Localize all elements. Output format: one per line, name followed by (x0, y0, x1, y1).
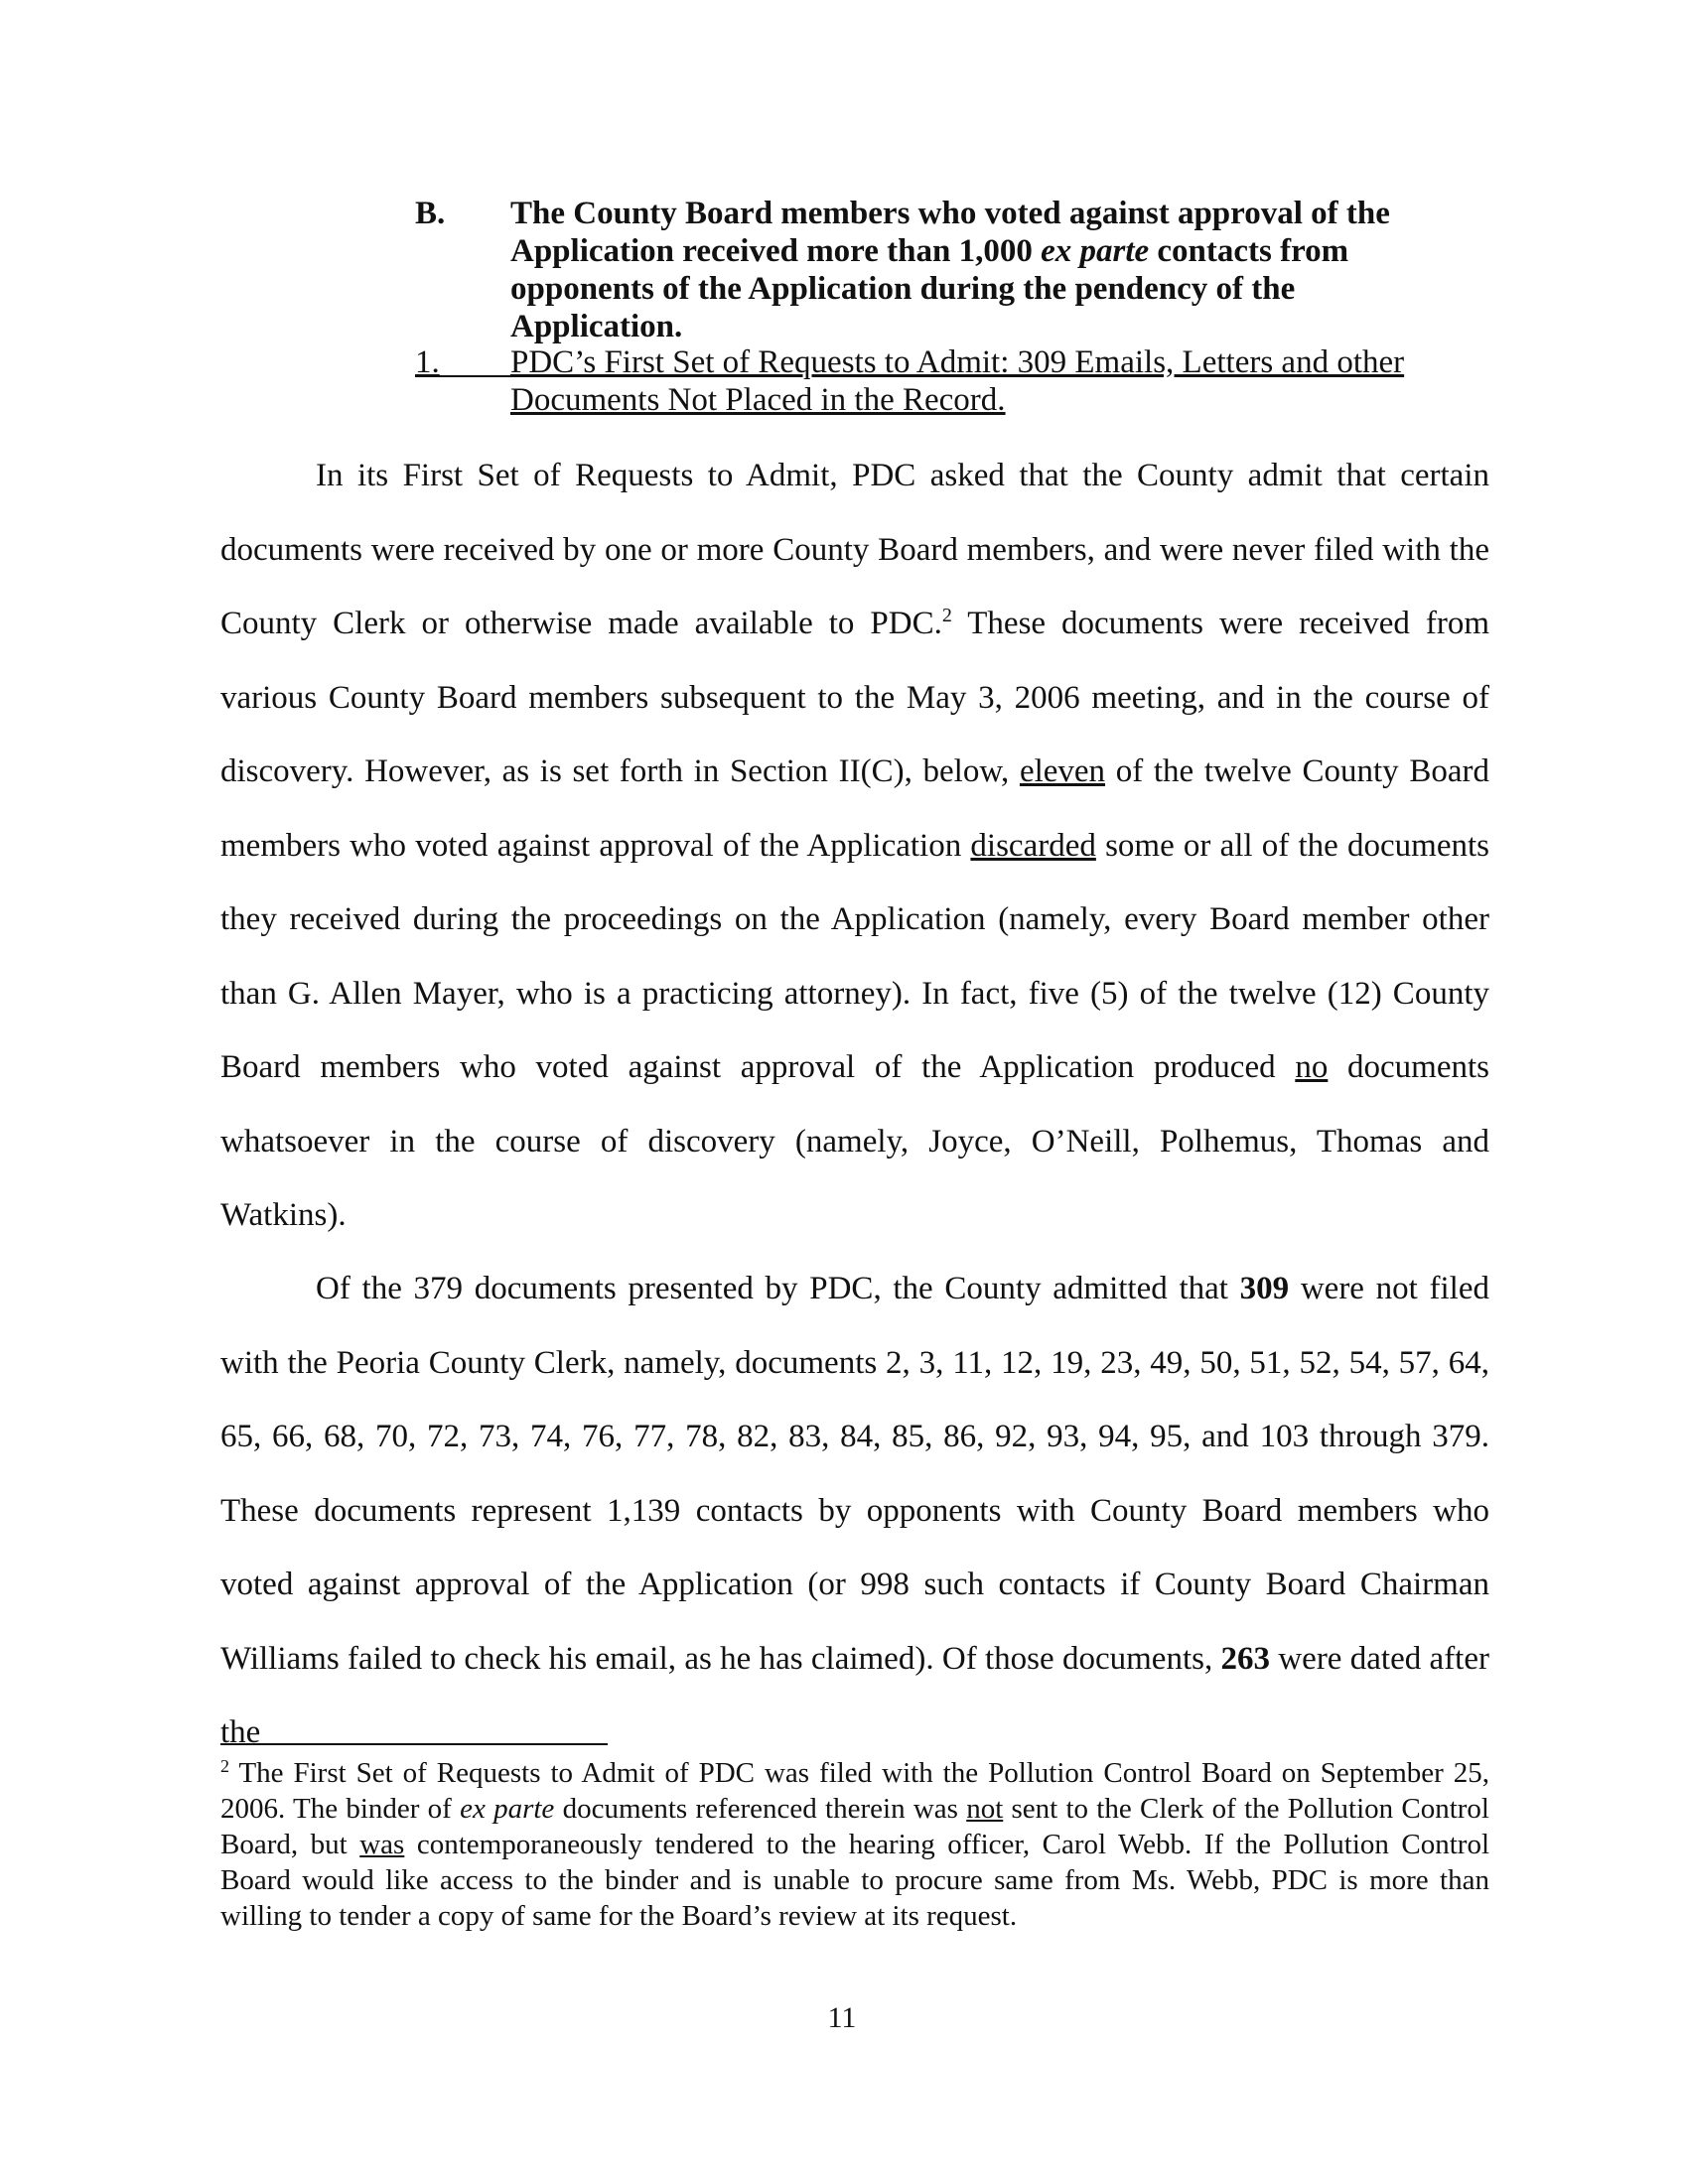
bold-number: 309 (1239, 1271, 1290, 1306)
paragraph-text: were dated after the (220, 1640, 1489, 1750)
footnote-reference: 2 (941, 605, 952, 626)
paragraph-text: In its First Set of Requests to Admit, PDC asked that the County admit that certain documents were received by one or more County Board members, and were never filed with the County Clerk or otherwise made available to PDC. (220, 458, 1489, 641)
paragraph-text: of the twelve County Board members who voted against approval of the Application (220, 753, 1489, 864)
paragraph-text: These documents were received from various County Board members subsequent to the May 3, 2006 meeting, and in the course of discovery. However, as is set forth in Section II(C), below, (220, 606, 1489, 789)
footnote-text: documents referenced therein was (554, 1793, 967, 1825)
body-paragraph (220, 1252, 1489, 1770)
underlined-word: eleven (1019, 753, 1106, 789)
paragraph-text: documents whatsoever in the course of discovery (namely, Joyce, O’Neill, Polhemus, Thomas and Watkins). (220, 1049, 1489, 1233)
footnote-marker: 2 (220, 1756, 229, 1776)
subsection-number: 1. (415, 343, 510, 381)
section-title (510, 195, 1464, 345)
section-title-italic: ex parte (1041, 233, 1150, 269)
underlined-word: discarded (970, 827, 1096, 864)
footnote-text: The First Set of Requests to Admit of PDC was filed with the Pollution Control Board on September 25, 2006. The binder of (220, 1757, 1489, 1825)
section-letter: B. (415, 196, 446, 231)
section-title-part: The County Board members who voted against approval of the Application received more than 1,000 (510, 196, 1390, 269)
underlined-word: not (966, 1793, 1004, 1825)
footnote-italic: ex parte (460, 1793, 555, 1825)
footnote (220, 1755, 1489, 1934)
paragraph-text: some or all of the documents they received during the proceedings on the Application (namely, every Board member other than G. Allen Mayer, who is a practicing attorney). In fact, five (5) of the twelve (12) County Board members who voted against approval of the Application produced (220, 827, 1489, 1085)
bold-number: 263 (1220, 1640, 1271, 1677)
subsection-title: PDC’s First Set of Requests to Admit: 309 Emails, Letters and other Documents Not Placed in the Record. (510, 344, 1405, 418)
section-title-part: contacts from opponents of the Application during the pendency of the Application. (510, 233, 1349, 344)
underlined-word: no (1295, 1049, 1329, 1085)
underlined-word: was (359, 1829, 405, 1860)
paragraph-text: Of the 379 documents presented by PDC, the County admitted that (316, 1271, 1240, 1306)
footnote-divider (220, 1743, 608, 1745)
paragraph-text: were not filed with the Peoria County Clerk, namely, documents 2, 3, 11, 12, 19, 23, 49, 50, 51, 52, 54, 57, 64, 65, 66, 68, 70, 72, 73, 74, 76, 77, 78, 82, 83, 84, 85, 86, 92, 93, 94, 95, and 103 through 379. These documents represent 1,139 contacts by opponents with County Board members who voted against approval of the Application (or 998 such contacts if County Board Chairman Williams failed to check his email, as he has claimed). Of those documents, (220, 1271, 1489, 1677)
page-number: 11 (827, 2001, 857, 2034)
footnote-text: contemporaneously tendered to the hearing officer, Carol Webb. If the Pollution Control Board would like access to the binder and is unable to procure same from Ms. Webb, PDC is more than willing to tender a copy of same for the Board’s review at its request. (220, 1829, 1490, 1932)
body-paragraph (220, 439, 1489, 1253)
footnote-text: sent to the Clerk of the Pollution Control Board, but (220, 1793, 1489, 1860)
